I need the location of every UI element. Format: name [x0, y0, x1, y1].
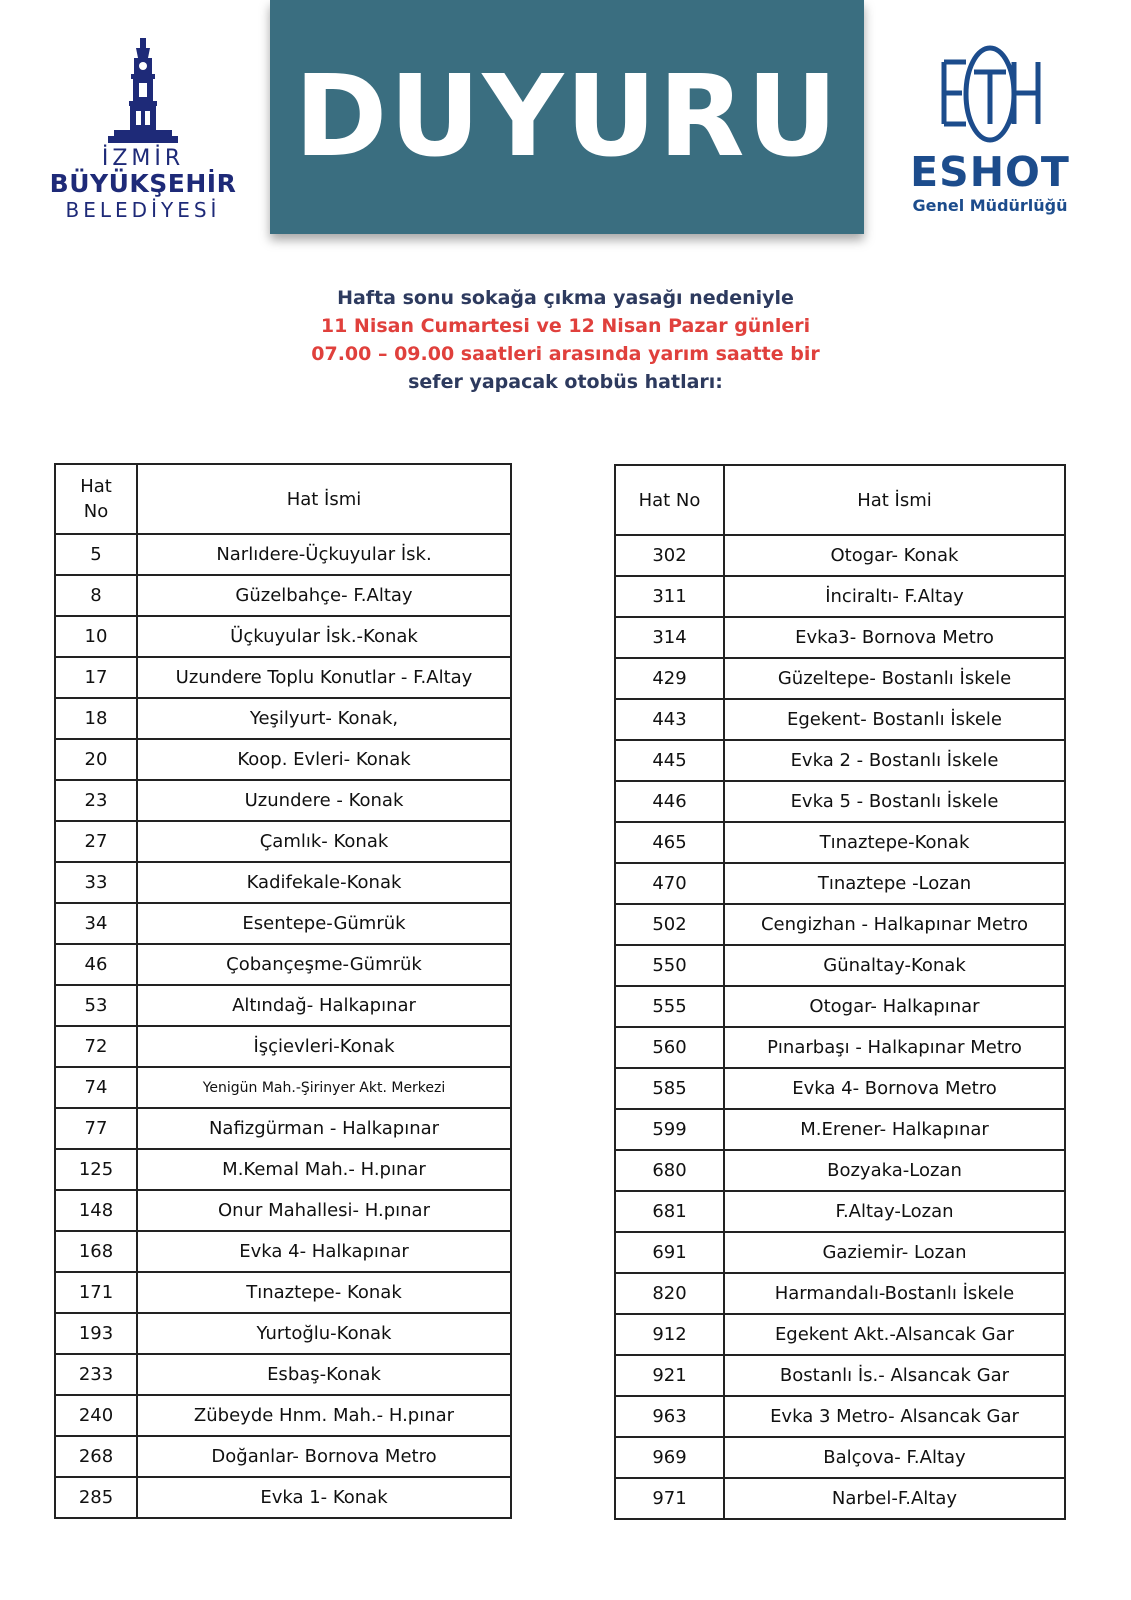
- table-row: [55, 534, 511, 575]
- table-row: [615, 822, 1065, 863]
- table-row: [615, 1437, 1065, 1478]
- banner-title: DUYURU: [294, 52, 840, 182]
- line-number: 555: [615, 986, 724, 1027]
- line-number: 585: [615, 1068, 724, 1109]
- table-row: [615, 1027, 1065, 1068]
- line-number: 680: [615, 1150, 724, 1191]
- table-row: [615, 576, 1065, 617]
- line-number: 148: [55, 1190, 137, 1231]
- line-name: Uzundere Toplu Konutlar - F.Altay: [137, 657, 511, 698]
- line-number: 445: [615, 740, 724, 781]
- line-name: Harmandalı-Bostanlı İskele: [724, 1273, 1065, 1314]
- line-name: Zübeyde Hnm. Mah.- H.pınar: [137, 1395, 511, 1436]
- line-name: Egekent- Bostanlı İskele: [724, 699, 1065, 740]
- line-name: Çobançeşme-Gümrük: [137, 944, 511, 985]
- announcement-text: [200, 284, 931, 396]
- line-name: Narbel-F.Altay: [724, 1478, 1065, 1519]
- line-number: 560: [615, 1027, 724, 1068]
- table-row: [55, 1313, 511, 1354]
- line-number: 465: [615, 822, 724, 863]
- line-number: 125: [55, 1149, 137, 1190]
- line-number: 429: [615, 658, 724, 699]
- line-name: Evka 3 Metro- Alsancak Gar: [724, 1396, 1065, 1437]
- table-row: [55, 1272, 511, 1313]
- izmir-logo-line2: BÜYÜKŞEHİR: [49, 169, 237, 198]
- line-name: Nafizgürman - Halkapınar: [137, 1108, 511, 1149]
- line-number: 5: [55, 534, 137, 575]
- line-name: Koop. Evleri- Konak: [137, 739, 511, 780]
- table-row: [55, 1477, 511, 1518]
- table-row: [55, 944, 511, 985]
- line-number: 20: [55, 739, 137, 780]
- table-row: [55, 698, 511, 739]
- eshot-monogram-icon: [930, 42, 1050, 146]
- eshot-subtitle: Genel Müdürlüğü: [912, 196, 1068, 215]
- line-number: 17: [55, 657, 137, 698]
- table-row: [55, 575, 511, 616]
- line-name: İnciraltı- F.Altay: [724, 576, 1065, 617]
- table-row: [55, 862, 511, 903]
- announcement-line4: sefer yapacak otobüs hatları:: [408, 371, 723, 393]
- line-name: Bostanlı İs.- Alsancak Gar: [724, 1355, 1065, 1396]
- line-number: 969: [615, 1437, 724, 1478]
- line-name: F.Altay-Lozan: [724, 1191, 1065, 1232]
- line-number: 72: [55, 1026, 137, 1067]
- header-line-no: Hat No: [615, 465, 724, 535]
- header-line-no: Hat No: [55, 464, 137, 534]
- line-name: Evka 5 - Bostanlı İskele: [724, 781, 1065, 822]
- line-number: 18: [55, 698, 137, 739]
- table-row: [55, 657, 511, 698]
- line-name: Güzeltepe- Bostanlı İskele: [724, 658, 1065, 699]
- table-row: [615, 1232, 1065, 1273]
- line-name: Evka 4- Halkapınar: [137, 1231, 511, 1272]
- table-row: [615, 1396, 1065, 1437]
- table-row: [55, 903, 511, 944]
- table-row: [615, 1478, 1065, 1519]
- table-row: [615, 781, 1065, 822]
- line-number: 233: [55, 1354, 137, 1395]
- table-row: [615, 1068, 1065, 1109]
- line-name: Tınaztepe- Konak: [137, 1272, 511, 1313]
- line-name: Yenigün Mah.-Şirinyer Akt. Merkezi: [137, 1067, 511, 1108]
- line-number: 33: [55, 862, 137, 903]
- table-row: [615, 535, 1065, 576]
- line-name: Tınaztepe -Lozan: [724, 863, 1065, 904]
- line-number: 470: [615, 863, 724, 904]
- clock-tower-icon: [100, 38, 186, 144]
- table-row: [615, 658, 1065, 699]
- table-row: [615, 986, 1065, 1027]
- line-name: Yeşilyurt- Konak,: [137, 698, 511, 739]
- line-name: Onur Mahallesi- H.pınar: [137, 1190, 511, 1231]
- table-row: [55, 1436, 511, 1477]
- line-number: 599: [615, 1109, 724, 1150]
- line-name: Çamlık- Konak: [137, 821, 511, 862]
- eshot-name: ESHOT: [910, 148, 1070, 196]
- line-name: İşçievleri-Konak: [137, 1026, 511, 1067]
- izmir-logo: [48, 38, 238, 228]
- table-row: [55, 1190, 511, 1231]
- line-number: 23: [55, 780, 137, 821]
- table-row: [615, 904, 1065, 945]
- line-number: 74: [55, 1067, 137, 1108]
- line-number: 285: [55, 1477, 137, 1518]
- table-row: [55, 1149, 511, 1190]
- line-number: 921: [615, 1355, 724, 1396]
- line-number: 46: [55, 944, 137, 985]
- line-number: 314: [615, 617, 724, 658]
- table-row: [615, 740, 1065, 781]
- line-name: M.Kemal Mah.- H.pınar: [137, 1149, 511, 1190]
- table-row: [55, 985, 511, 1026]
- line-name: Uzundere - Konak: [137, 780, 511, 821]
- table-header-row: [615, 465, 1065, 535]
- header-line-name: Hat İsmi: [137, 464, 511, 534]
- table-row: [55, 739, 511, 780]
- table-row: [615, 617, 1065, 658]
- route-table-right: [614, 464, 1066, 1520]
- line-name: Güzelbahçe- F.Altay: [137, 575, 511, 616]
- table-row: [55, 1026, 511, 1067]
- line-number: 193: [55, 1313, 137, 1354]
- table-row: [615, 945, 1065, 986]
- line-number: 502: [615, 904, 724, 945]
- table-row: [55, 1067, 511, 1108]
- table-row: [55, 821, 511, 862]
- header-line-name: Hat İsmi: [724, 465, 1065, 535]
- line-name: Evka 1- Konak: [137, 1477, 511, 1518]
- line-number: 446: [615, 781, 724, 822]
- line-name: Yurtoğlu-Konak: [137, 1313, 511, 1354]
- table-row: [55, 1108, 511, 1149]
- table-row: [615, 1355, 1065, 1396]
- line-name: M.Erener- Halkapınar: [724, 1109, 1065, 1150]
- line-name: Pınarbaşı - Halkapınar Metro: [724, 1027, 1065, 1068]
- route-table-left: [54, 463, 512, 1519]
- table-row: [615, 863, 1065, 904]
- line-number: 311: [615, 576, 724, 617]
- table-row: [615, 699, 1065, 740]
- line-number: 53: [55, 985, 137, 1026]
- announcement-line3: 07.00 – 09.00 saatleri arasında yarım saatte bir: [311, 343, 820, 365]
- announcement-line1: Hafta sonu sokağa çıkma yasağı nedeniyle: [337, 287, 794, 309]
- line-number: 77: [55, 1108, 137, 1149]
- line-name: Egekent Akt.-Alsancak Gar: [724, 1314, 1065, 1355]
- line-name: Evka3- Bornova Metro: [724, 617, 1065, 658]
- line-name: Otogar- Halkapınar: [724, 986, 1065, 1027]
- line-name: Cengizhan - Halkapınar Metro: [724, 904, 1065, 945]
- line-number: 550: [615, 945, 724, 986]
- table-row: [55, 1395, 511, 1436]
- table-row: [615, 1273, 1065, 1314]
- line-number: 10: [55, 616, 137, 657]
- line-name: Narlıdere-Üçkuyular İsk.: [137, 534, 511, 575]
- table-row: [615, 1150, 1065, 1191]
- line-number: 268: [55, 1436, 137, 1477]
- line-name: Otogar- Konak: [724, 535, 1065, 576]
- line-number: 443: [615, 699, 724, 740]
- izmir-logo-line3: BELEDİYESİ: [65, 198, 221, 222]
- line-name: Tınaztepe-Konak: [724, 822, 1065, 863]
- line-name: Günaltay-Konak: [724, 945, 1065, 986]
- line-name: Balçova- F.Altay: [724, 1437, 1065, 1478]
- line-number: 168: [55, 1231, 137, 1272]
- table-header-row: [55, 464, 511, 534]
- line-number: 302: [615, 535, 724, 576]
- line-number: 971: [615, 1478, 724, 1519]
- line-number: 171: [55, 1272, 137, 1313]
- table-row: [615, 1191, 1065, 1232]
- line-name: Doğanlar- Bornova Metro: [137, 1436, 511, 1477]
- table-row: [55, 1354, 511, 1395]
- line-name: Üçkuyular İsk.-Konak: [137, 616, 511, 657]
- line-name: Gaziemir- Lozan: [724, 1232, 1065, 1273]
- line-name: Esentepe-Gümrük: [137, 903, 511, 944]
- table-row: [55, 780, 511, 821]
- table-row: [55, 1231, 511, 1272]
- line-number: 27: [55, 821, 137, 862]
- announcement-banner: [270, 0, 864, 234]
- line-name: Evka 2 - Bostanlı İskele: [724, 740, 1065, 781]
- line-name: Esbaş-Konak: [137, 1354, 511, 1395]
- table-row: [615, 1314, 1065, 1355]
- line-number: 912: [615, 1314, 724, 1355]
- line-number: 34: [55, 903, 137, 944]
- line-number: 8: [55, 575, 137, 616]
- line-number: 691: [615, 1232, 724, 1273]
- announcement-line2: 11 Nisan Cumartesi ve 12 Nisan Pazar günleri: [320, 315, 811, 337]
- table-row: [55, 616, 511, 657]
- line-number: 240: [55, 1395, 137, 1436]
- line-name: Evka 4- Bornova Metro: [724, 1068, 1065, 1109]
- table-row: [615, 1109, 1065, 1150]
- line-name: Altındağ- Halkapınar: [137, 985, 511, 1026]
- line-number: 963: [615, 1396, 724, 1437]
- izmir-logo-line1: İZMİR: [101, 146, 185, 171]
- line-number: 820: [615, 1273, 724, 1314]
- eshot-logo: [900, 42, 1090, 232]
- line-name: Bozyaka-Lozan: [724, 1150, 1065, 1191]
- line-number: 681: [615, 1191, 724, 1232]
- line-name: Kadifekale-Konak: [137, 862, 511, 903]
